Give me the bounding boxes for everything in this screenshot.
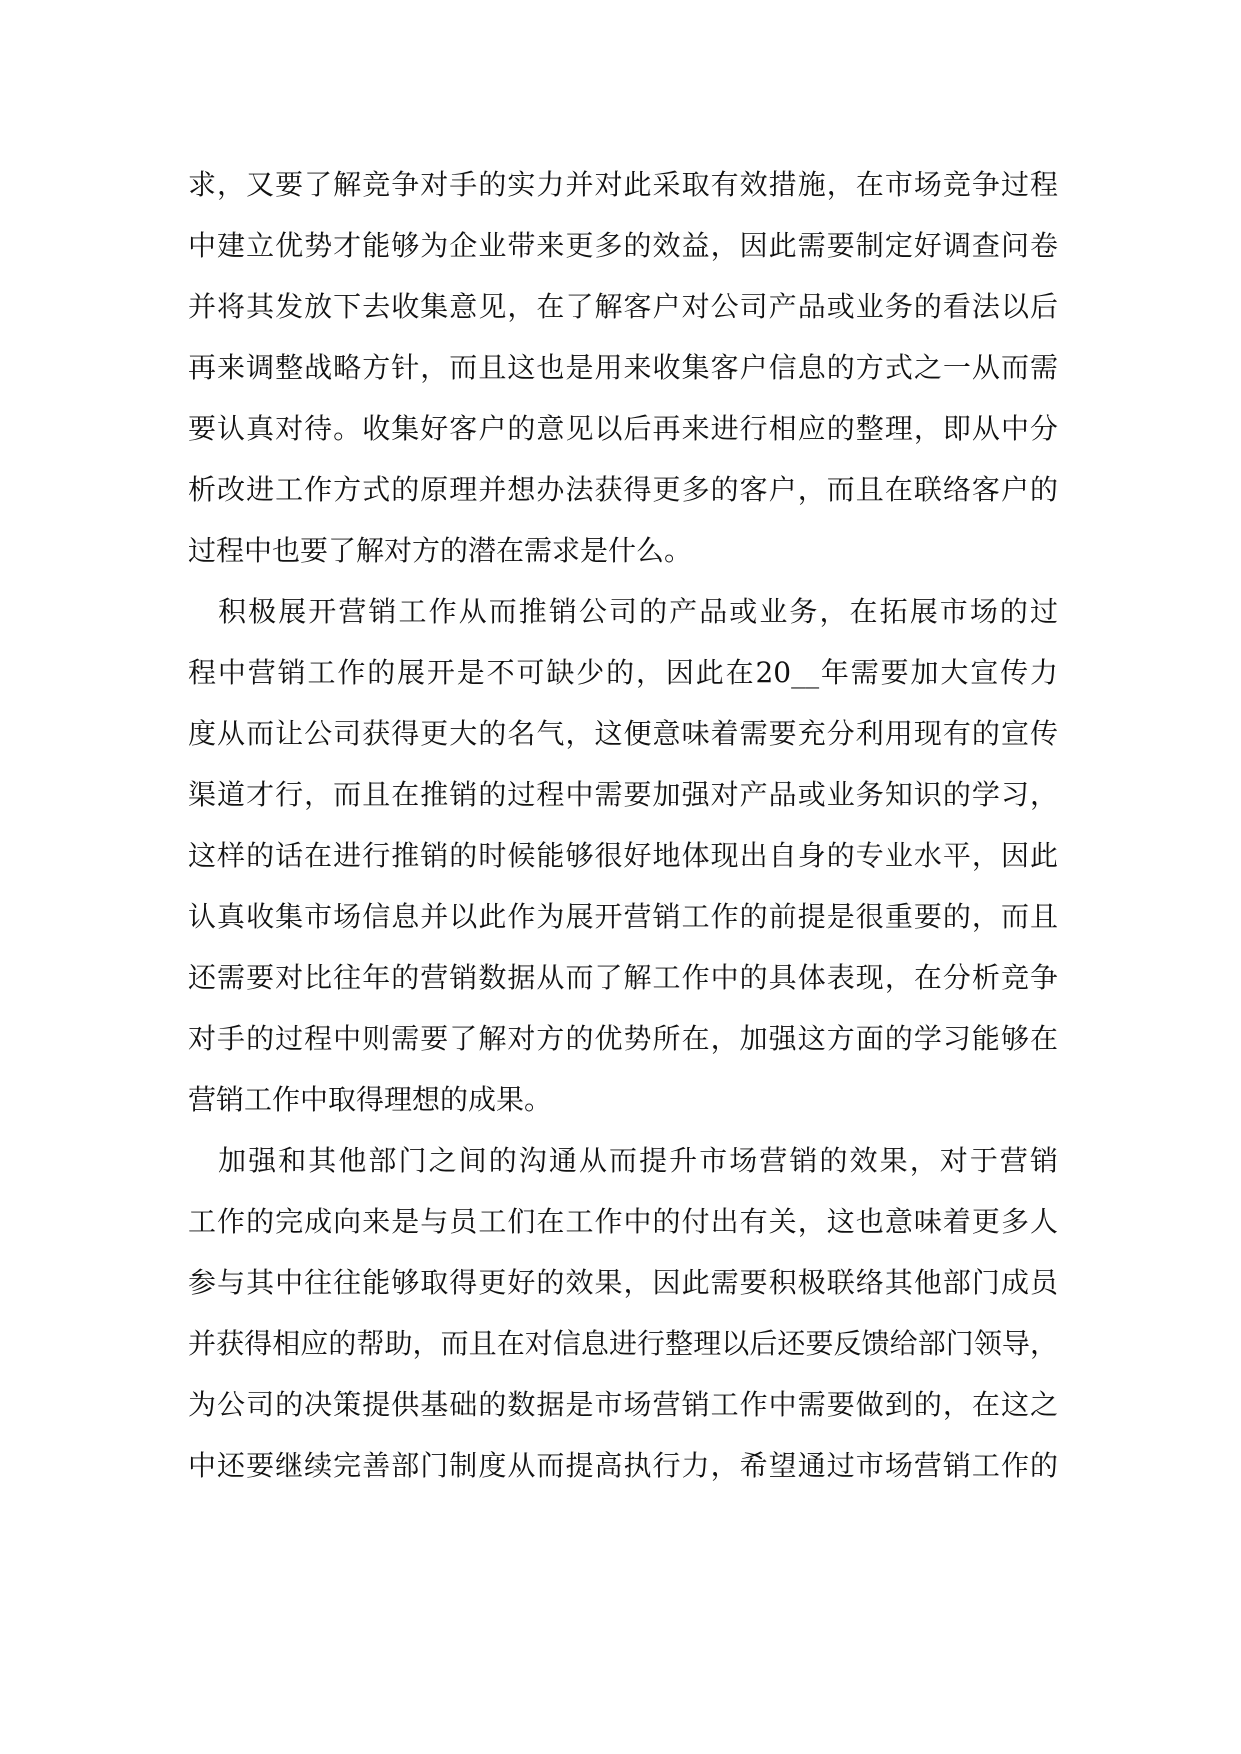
text-line: 加强和其他部门之间的沟通从而提升市场营销的效果，对于营销 [188, 1144, 1058, 1177]
text-line: 求，又要了解竞争对手的实力并对此采取有效措施，在市场竞争过程 [188, 168, 1058, 201]
text-line: 再来调整战略方针，而且这也是用来收集客户信息的方式之一从而需 [188, 351, 1058, 384]
text-line: 中还要继续完善部门制度从而提高执行力，希望通过市场营销工作的 [188, 1449, 1058, 1482]
text-line: 要认真对待。收集好客户的意见以后再来进行相应的整理，即从中分 [188, 412, 1058, 445]
text-line: 积极展开营销工作从而推销公司的产品或业务，在拓展市场的过 [188, 595, 1058, 628]
text-line: 这样的话在进行推销的时候能够很好地体现出自身的专业水平，因此 [188, 839, 1058, 872]
text-line: 中建立优势才能够为企业带来更多的效益，因此需要制定好调查问卷 [188, 229, 1058, 262]
text-line: 认真收集市场信息并以此作为展开营销工作的前提是很重要的，而且 [188, 900, 1058, 933]
document-body [188, 154, 1058, 1496]
text-line: 还需要对比往年的营销数据从而了解工作中的具体表现，在分析竞争 [188, 961, 1058, 994]
text-line: 程中营销工作的展开是不可缺少的，因此在20__年需要加大宣传力 [188, 656, 1058, 689]
text-line: 对手的过程中则需要了解对方的优势所在，加强这方面的学习能够在 [188, 1022, 1058, 1055]
text-line: 并将其发放下去收集意见，在了解客户对公司产品或业务的看法以后 [188, 290, 1058, 323]
text-line: 参与其中往往能够取得更好的效果，因此需要积极联络其他部门成员 [188, 1266, 1058, 1299]
text-line: 工作的完成向来是与员工们在工作中的付出有关，这也意味着更多人 [188, 1205, 1058, 1238]
text-line: 渠道才行，而且在推销的过程中需要加强对产品或业务知识的学习， [188, 778, 1058, 811]
text-line: 营销工作中取得理想的成果。 [188, 1083, 553, 1116]
text-line: 并获得相应的帮助，而且在对信息进行整理以后还要反馈给部门领导， [188, 1327, 1058, 1360]
text-line: 度从而让公司获得更大的名气，这便意味着需要充分利用现有的宣传 [188, 717, 1058, 750]
text-line: 过程中也要了解对方的潜在需求是什么。 [188, 534, 693, 567]
text-line: 析改进工作方式的原理并想办法获得更多的客户，而且在联络客户的 [188, 473, 1058, 506]
text-line: 为公司的决策提供基础的数据是市场营销工作中需要做到的，在这之 [188, 1388, 1058, 1421]
